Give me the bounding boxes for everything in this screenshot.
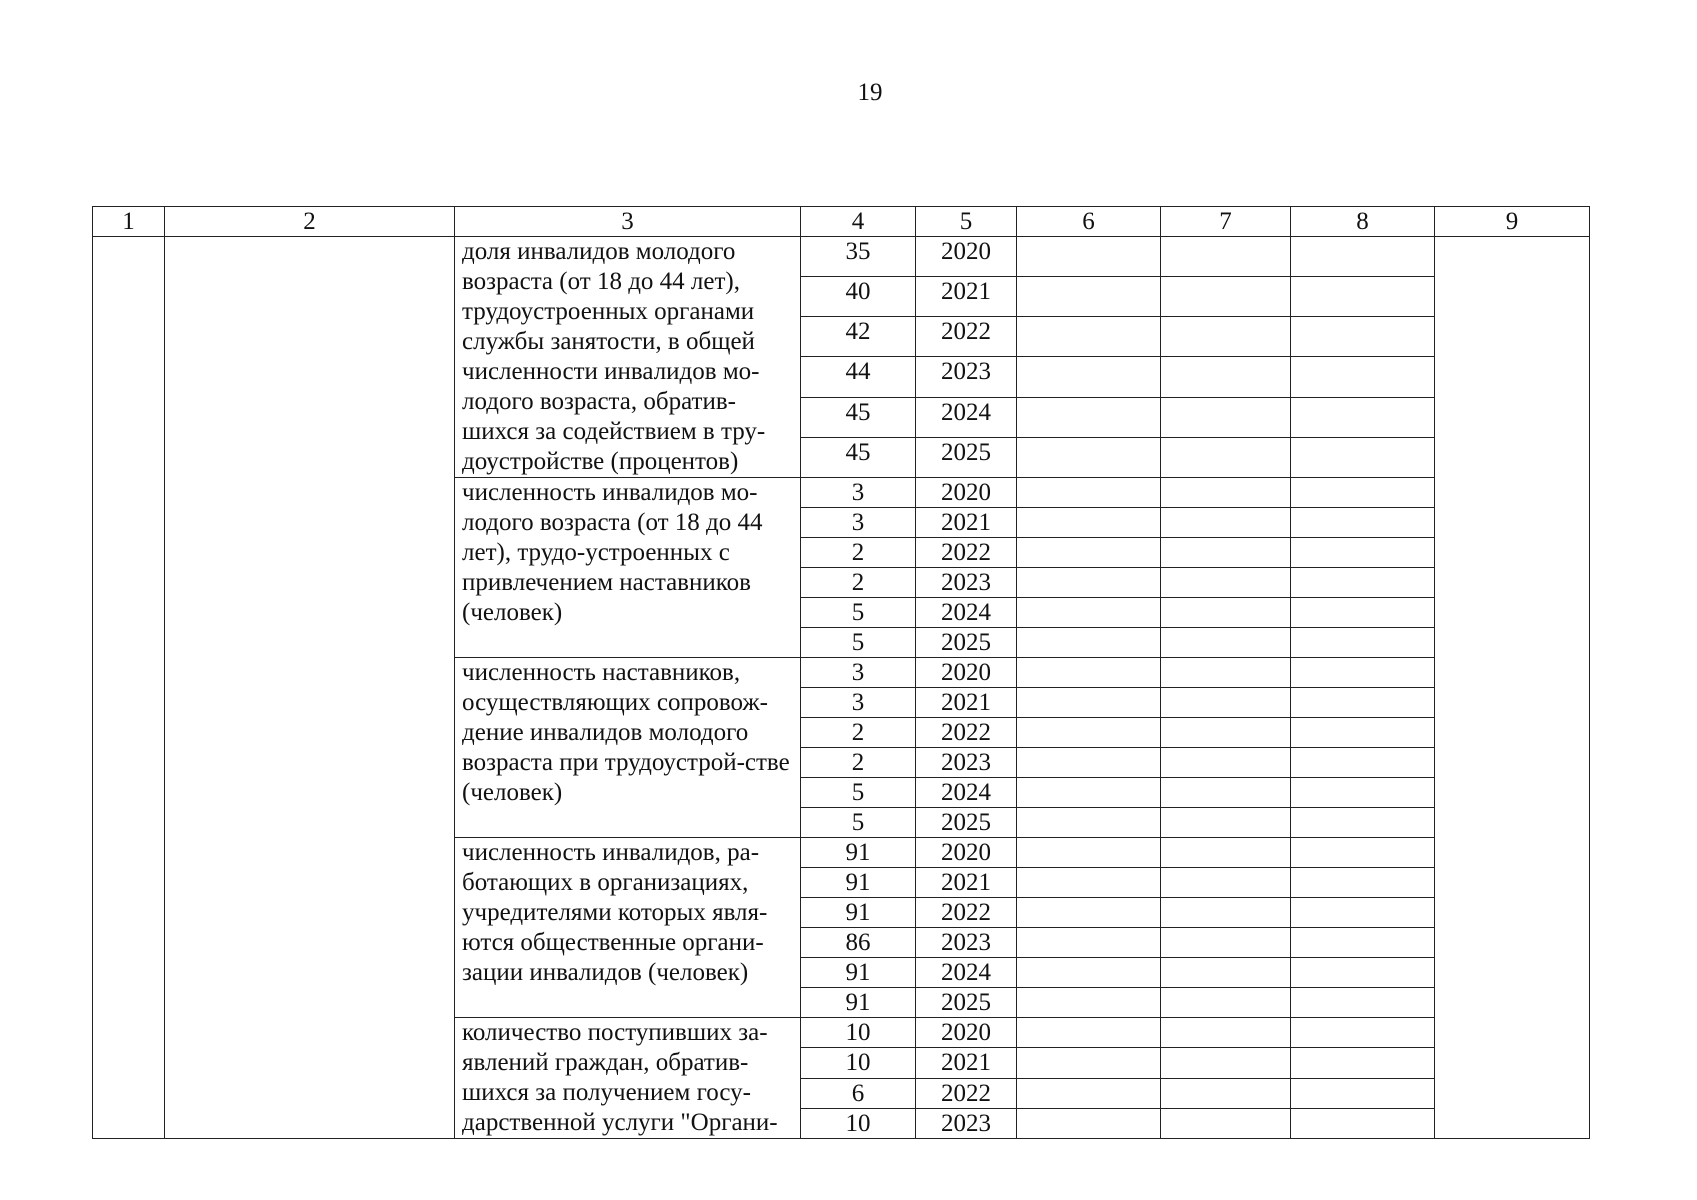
column-8-cell xyxy=(1291,1078,1435,1108)
column-7-cell xyxy=(1161,508,1291,538)
indicator-value-cell: 3 xyxy=(801,478,916,508)
indicator-value-cell: 42 xyxy=(801,317,916,357)
column-7-cell xyxy=(1161,1078,1291,1108)
indicator-name-cell: численность наставников, осуществляющих сопровож-дение инвалидов молодого возраста при трудоустрой-стве (человек) xyxy=(455,658,801,838)
column-8-cell xyxy=(1291,868,1435,898)
indicator-value-cell: 2 xyxy=(801,748,916,778)
column-7-cell xyxy=(1161,1018,1291,1048)
column-7-cell xyxy=(1161,478,1291,508)
indicator-value-cell: 3 xyxy=(801,658,916,688)
column-6-cell xyxy=(1017,868,1161,898)
column-6-cell xyxy=(1017,317,1161,357)
column-8-cell xyxy=(1291,277,1435,317)
column-8-cell xyxy=(1291,508,1435,538)
indicator-value-cell: 91 xyxy=(801,868,916,898)
column-6-cell xyxy=(1017,928,1161,958)
column-header: 8 xyxy=(1291,207,1435,237)
column-6-cell xyxy=(1017,988,1161,1018)
column-8-cell xyxy=(1291,958,1435,988)
column-6-cell xyxy=(1017,237,1161,277)
indicator-value-cell: 5 xyxy=(801,628,916,658)
column-1-cell xyxy=(93,237,165,1139)
table-body xyxy=(93,237,1590,1139)
indicator-name-cell: доля инвалидов молодого возраста (от 18 до 44 лет), трудоустроенных органами службы занятости, в общей численности инвалидов мо-лодого возраста, обратив-шихся за содействием в тру-доустройстве (процентов) xyxy=(455,237,801,478)
column-8-cell xyxy=(1291,397,1435,437)
column-header: 1 xyxy=(93,207,165,237)
year-cell: 2024 xyxy=(916,778,1017,808)
indicator-value-cell: 2 xyxy=(801,718,916,748)
year-cell: 2020 xyxy=(916,838,1017,868)
column-7-cell xyxy=(1161,1048,1291,1078)
column-7-cell xyxy=(1161,958,1291,988)
column-8-cell xyxy=(1291,928,1435,958)
indicator-value-cell: 5 xyxy=(801,808,916,838)
column-header: 2 xyxy=(165,207,455,237)
column-7-cell xyxy=(1161,688,1291,718)
column-7-cell xyxy=(1161,748,1291,778)
indicator-value-cell: 35 xyxy=(801,237,916,277)
indicator-value-cell: 10 xyxy=(801,1108,916,1138)
column-6-cell xyxy=(1017,748,1161,778)
year-cell: 2023 xyxy=(916,357,1017,397)
column-6-cell xyxy=(1017,1108,1161,1138)
column-8-cell xyxy=(1291,1108,1435,1138)
column-6-cell xyxy=(1017,838,1161,868)
table-row xyxy=(93,237,1590,277)
column-7-cell xyxy=(1161,1108,1291,1138)
column-8-cell xyxy=(1291,317,1435,357)
indicators-table xyxy=(92,206,1590,1139)
column-6-cell xyxy=(1017,1048,1161,1078)
column-6-cell xyxy=(1017,898,1161,928)
column-header: 3 xyxy=(455,207,801,237)
year-cell: 2023 xyxy=(916,928,1017,958)
indicator-value-cell: 40 xyxy=(801,277,916,317)
column-header: 7 xyxy=(1161,207,1291,237)
indicator-value-cell: 10 xyxy=(801,1048,916,1078)
year-cell: 2022 xyxy=(916,718,1017,748)
column-7-cell xyxy=(1161,357,1291,397)
indicator-value-cell: 2 xyxy=(801,568,916,598)
year-cell: 2025 xyxy=(916,437,1017,477)
year-cell: 2023 xyxy=(916,568,1017,598)
column-7-cell xyxy=(1161,277,1291,317)
column-8-cell xyxy=(1291,808,1435,838)
column-8-cell xyxy=(1291,988,1435,1018)
indicator-value-cell: 2 xyxy=(801,538,916,568)
column-7-cell xyxy=(1161,838,1291,868)
column-8-cell xyxy=(1291,538,1435,568)
indicator-name-cell: количество поступивших за-явлений граждан, обратив-шихся за получением госу-дарственной услуги "Органи- xyxy=(455,1018,801,1139)
column-8-cell xyxy=(1291,688,1435,718)
column-8-cell xyxy=(1291,437,1435,477)
indicator-value-cell: 10 xyxy=(801,1018,916,1048)
column-7-cell xyxy=(1161,598,1291,628)
column-8-cell xyxy=(1291,658,1435,688)
year-cell: 2023 xyxy=(916,748,1017,778)
year-cell: 2021 xyxy=(916,688,1017,718)
year-cell: 2021 xyxy=(916,1048,1017,1078)
year-cell: 2021 xyxy=(916,277,1017,317)
year-cell: 2025 xyxy=(916,808,1017,838)
column-7-cell xyxy=(1161,397,1291,437)
column-6-cell xyxy=(1017,958,1161,988)
year-cell: 2025 xyxy=(916,988,1017,1018)
column-6-cell xyxy=(1017,628,1161,658)
indicator-value-cell: 45 xyxy=(801,397,916,437)
year-cell: 2020 xyxy=(916,658,1017,688)
column-6-cell xyxy=(1017,808,1161,838)
column-7-cell xyxy=(1161,628,1291,658)
column-6-cell xyxy=(1017,397,1161,437)
year-cell: 2020 xyxy=(916,237,1017,277)
column-6-cell xyxy=(1017,778,1161,808)
indicator-value-cell: 3 xyxy=(801,688,916,718)
year-cell: 2024 xyxy=(916,598,1017,628)
column-7-cell xyxy=(1161,808,1291,838)
column-8-cell xyxy=(1291,718,1435,748)
column-8-cell xyxy=(1291,778,1435,808)
column-6-cell xyxy=(1017,688,1161,718)
column-8-cell xyxy=(1291,357,1435,397)
column-7-cell xyxy=(1161,928,1291,958)
indicator-value-cell: 91 xyxy=(801,958,916,988)
indicator-value-cell: 91 xyxy=(801,898,916,928)
column-7-cell xyxy=(1161,437,1291,477)
indicator-value-cell: 5 xyxy=(801,598,916,628)
column-6-cell xyxy=(1017,538,1161,568)
indicator-value-cell: 86 xyxy=(801,928,916,958)
column-8-cell xyxy=(1291,568,1435,598)
indicator-value-cell: 5 xyxy=(801,778,916,808)
column-8-cell xyxy=(1291,598,1435,628)
column-8-cell xyxy=(1291,478,1435,508)
year-cell: 2023 xyxy=(916,1108,1017,1138)
column-6-cell xyxy=(1017,718,1161,748)
column-8-cell xyxy=(1291,838,1435,868)
column-8-cell xyxy=(1291,898,1435,928)
column-7-cell xyxy=(1161,658,1291,688)
page-number: 19 xyxy=(857,79,883,106)
column-8-cell xyxy=(1291,628,1435,658)
column-6-cell xyxy=(1017,658,1161,688)
column-7-cell xyxy=(1161,778,1291,808)
column-6-cell xyxy=(1017,508,1161,538)
year-cell: 2025 xyxy=(916,628,1017,658)
year-cell: 2020 xyxy=(916,478,1017,508)
column-7-cell xyxy=(1161,317,1291,357)
year-cell: 2024 xyxy=(916,958,1017,988)
year-cell: 2022 xyxy=(916,898,1017,928)
column-header: 5 xyxy=(916,207,1017,237)
column-6-cell xyxy=(1017,598,1161,628)
column-8-cell xyxy=(1291,1018,1435,1048)
column-7-cell xyxy=(1161,237,1291,277)
column-7-cell xyxy=(1161,568,1291,598)
column-7-cell xyxy=(1161,538,1291,568)
indicator-value-cell: 91 xyxy=(801,988,916,1018)
column-header: 6 xyxy=(1017,207,1161,237)
column-6-cell xyxy=(1017,1018,1161,1048)
column-6-cell xyxy=(1017,568,1161,598)
year-cell: 2024 xyxy=(916,397,1017,437)
indicator-value-cell: 44 xyxy=(801,357,916,397)
column-6-cell xyxy=(1017,1078,1161,1108)
year-cell: 2020 xyxy=(916,1018,1017,1048)
indicator-value-cell: 91 xyxy=(801,838,916,868)
column-8-cell xyxy=(1291,1048,1435,1078)
column-6-cell xyxy=(1017,357,1161,397)
year-cell: 2021 xyxy=(916,868,1017,898)
column-number-row xyxy=(93,207,1590,237)
column-7-cell xyxy=(1161,718,1291,748)
column-7-cell xyxy=(1161,868,1291,898)
column-6-cell xyxy=(1017,478,1161,508)
year-cell: 2022 xyxy=(916,538,1017,568)
year-cell: 2021 xyxy=(916,508,1017,538)
indicator-value-cell: 6 xyxy=(801,1078,916,1108)
column-2-cell xyxy=(165,237,455,1139)
year-cell: 2022 xyxy=(916,317,1017,357)
indicator-value-cell: 3 xyxy=(801,508,916,538)
column-8-cell xyxy=(1291,748,1435,778)
year-cell: 2022 xyxy=(916,1078,1017,1108)
column-9-cell xyxy=(1435,237,1590,1139)
indicator-name-cell: численность инвалидов, ра-ботающих в организациях, учредителями которых явля-ются общественные органи-зации инвалидов (человек) xyxy=(455,838,801,1018)
indicator-value-cell: 45 xyxy=(801,437,916,477)
column-6-cell xyxy=(1017,437,1161,477)
indicator-name-cell: численность инвалидов мо-лодого возраста (от 18 до 44 лет), трудо-устроенных с привлечением наставников (человек) xyxy=(455,478,801,658)
column-6-cell xyxy=(1017,277,1161,317)
column-7-cell xyxy=(1161,898,1291,928)
column-header: 4 xyxy=(801,207,916,237)
column-header: 9 xyxy=(1435,207,1590,237)
column-7-cell xyxy=(1161,988,1291,1018)
column-8-cell xyxy=(1291,237,1435,277)
